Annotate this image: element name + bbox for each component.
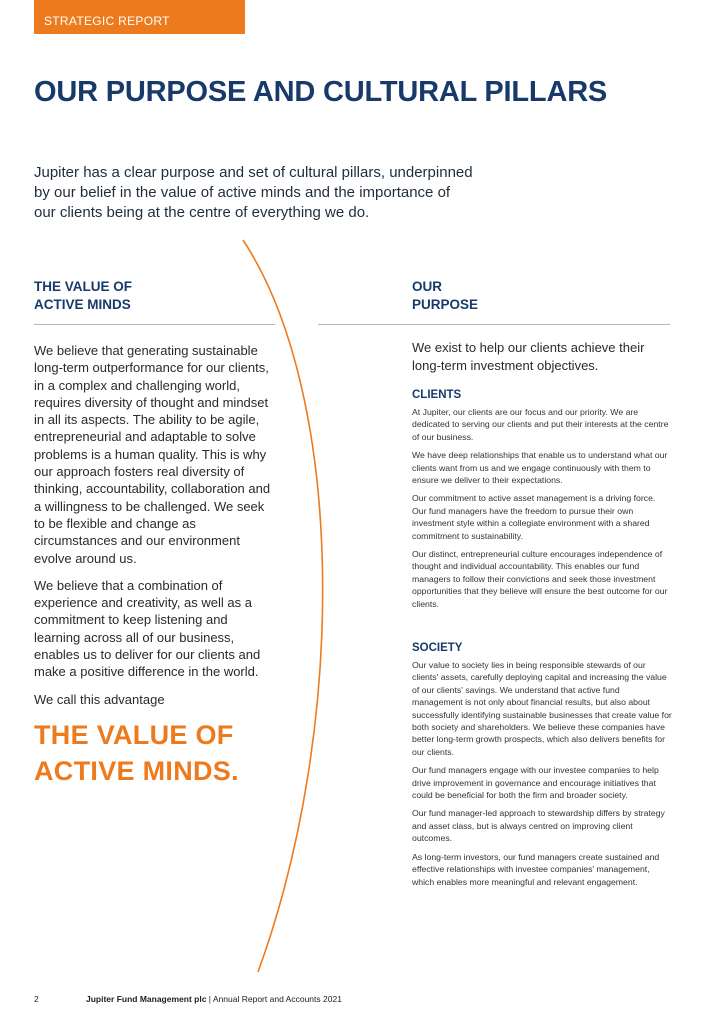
society-text (412, 659, 672, 894)
page-number: 2 (34, 994, 39, 1004)
body-paragraph: We believe that generating sustainable long-term outperformance for our clients, in a complex and challenging world, requires diversity of thought and mindset in all its aspects. The ability to be agile, entrepreneurial and adaptable to solve problems is a human quality. This is why our approach fosters real diversity of thinking, accountability, collaboration and a willingness to be challenged. We seek to be flexible and change as circumstances and our environment evolve around us. (34, 343, 271, 566)
intro-text: Jupiter has a clear purpose and set of cultural pillars, underpinned by our belief in the value of active minds and the importance of our clients being at the centre of everything we do. (34, 164, 473, 221)
body-paragraph: Our fund managers engage with our investee companies to help drive improvement in governance and encourage initiatives that could be beneficial for both the firm and broader society. (412, 765, 659, 801)
left-divider (34, 324, 275, 325)
value-statement (34, 717, 239, 789)
left-body-text (34, 342, 274, 718)
page-title: OUR PURPOSE AND CULTURAL PILLARS (34, 76, 608, 108)
body-paragraph: We call this advantage (34, 691, 165, 707)
body-paragraph: We believe that a combination of experience and creativity, as well as a commitment to keep listening and learning across all of our business, enables us to deliver for our clients and make a positive difference in the world. (34, 577, 261, 680)
body-paragraph: As long-term investors, our fund managers create sustained and effective relationships with investee companies' management, which enables more meaningful and relevant engagement. (412, 851, 660, 887)
body-paragraph: Our distinct, entrepreneurial culture encourages independence of thought and individual accountability. This enables our fund managers to follow their convictions and seek those investment opportunities that they believe will ensure the best outcome for our clients. (412, 549, 668, 609)
company-name: Jupiter Fund Management plc (86, 994, 207, 1004)
body-paragraph: At Jupiter, our clients are our focus and our priority. We are dedicated to serving our clients and put their interests at the centre of our business. (412, 407, 669, 442)
body-paragraph: We have deep relationships that enable us to understand what our clients want from us and we engage continuously with them to ensure we deliver to their expectations. (412, 450, 668, 486)
footer-separator: | (206, 994, 213, 1004)
section-tab: STRATEGIC REPORT (34, 0, 245, 34)
heading-line: OUR (412, 279, 442, 294)
value-statement-line: THE VALUE OF (34, 720, 234, 750)
body-paragraph: Our fund manager-led approach to stewardship differs by strategy and asset class, but is always centred on improving client outcomes. (412, 808, 665, 844)
heading-line: PURPOSE (412, 297, 479, 312)
value-of-active-minds-heading (34, 278, 132, 314)
body-paragraph: Our commitment to active asset management is a driving force. Our fund managers have the freedom to pursue their own investment style within a collegiate environment with a shared commitment to sustainability. (412, 493, 656, 541)
society-heading: SOCIETY (412, 642, 463, 654)
heading-line: ACTIVE MINDS (34, 297, 131, 312)
page-footer (34, 994, 342, 1004)
value-statement-line: ACTIVE MINDS. (34, 756, 239, 786)
body-paragraph: Our value to society lies in being responsible stewards of our clients' assets, carefully deploying capital and increasing the value of our clients' savings. We understand that active fund management is not only about financial results, but also about successfully identifying sustainable businesses that create value for both society and shareholders. We believe these companies have better long-term growth prospects, which also delivers benefits for our clients. (412, 660, 672, 757)
right-divider (318, 324, 670, 325)
our-purpose-heading (412, 278, 478, 314)
heading-line: THE VALUE OF (34, 279, 133, 294)
report-name: Annual Report and Accounts 2021 (212, 994, 342, 1004)
purpose-statement: We exist to help our clients achieve their long-term investment objectives. (412, 340, 645, 373)
clients-heading: CLIENTS (412, 389, 462, 401)
clients-text (412, 406, 672, 616)
